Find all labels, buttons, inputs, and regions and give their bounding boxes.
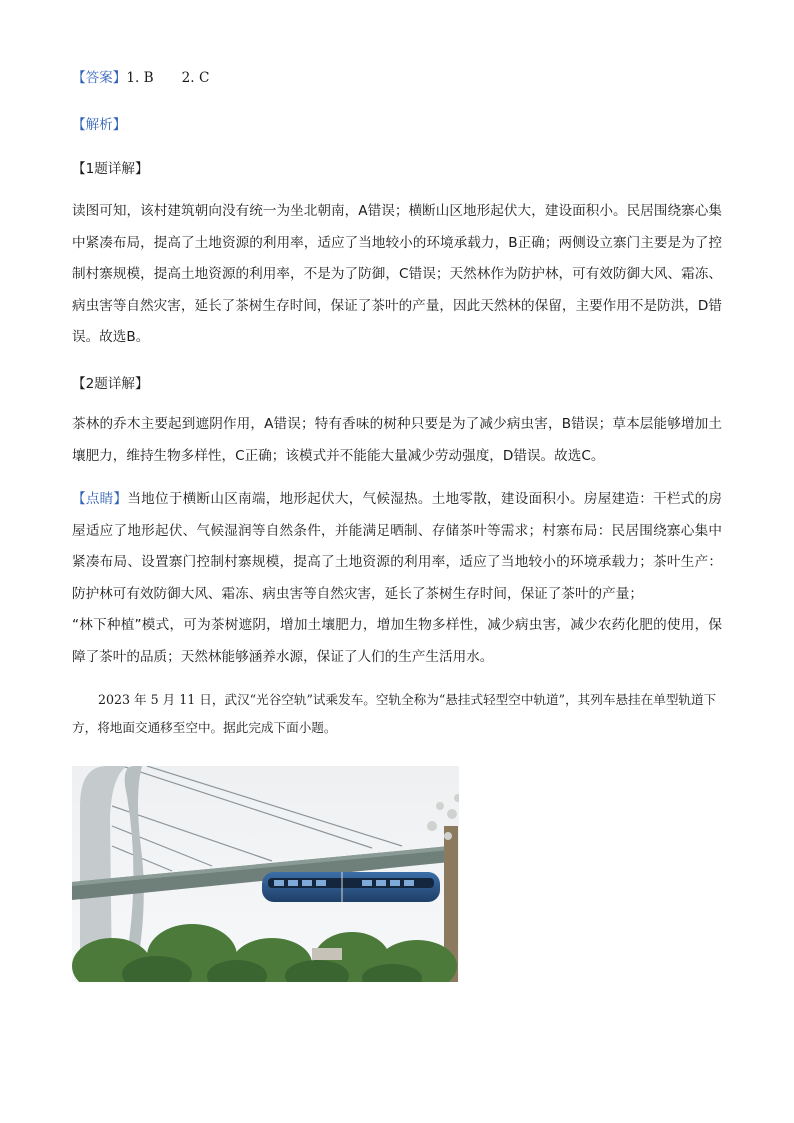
q1-detail: 读图可知，该村建筑朝向没有统一为坐北朝南，A错误；横断山区地形起伏大，建设面积小。民居围绕寨心集中紧凑布局，提高了土地资源的利用率，适应了当地较小的环境承载力，B正确；两侧设立寨门主要是为了控制村寨规模，提高土地资源的利用率，不是为了防御，C错误；天然林作为防护林，可有效防御大风、霜冻、病虫害等自然灾害，延长了茶树生存时间，保证了茶叶的产量，因此天然林的保留，主要作用不是防洪，D错误。故选B。 [72,203,722,345]
pointer-label: 【点睛】 [72,491,128,507]
pointer-block [72,484,722,673]
answer-line [72,66,209,86]
q1-heading: 【1题详解】 [72,161,149,177]
pointer-text-2: “林下种植”模式，可为茶树遮阴，增加土壤肥力，增加生物多样性，减少病虫害，减少农药化肥的使用，保障了茶叶的品质；天然林能够涵养水源，保证了人们的生产生活用水。 [72,617,722,665]
answer-label: 【答案】 [72,70,127,86]
answer-item-1: 1. B [126,70,154,86]
monorail-photo [72,766,459,982]
analysis-label: 【解析】 [72,117,127,133]
question-intro: 2023 年 5 月 11 日，武汉“光谷空轨”试乘发车。空轨全称为“悬挂式轻型空中轨道”，其列车悬挂在单型轨道下方，将地面交通移至空中。据此完成下面小题。 [72,692,717,735]
pointer-text: 当地位于横断山区南端，地形起伏大，气候湿热。土地零散，建设面积小。房屋建造：干栏式的房屋适应了地形起伏、气候湿润等自然条件，并能满足晒制、存储茶叶等需求；村寨布局：民居围绕寨心集中紧凑布局、设置寨门控制村寨规模，提高了土地资源的利用率，适应了当地较小的环境承载力；茶叶生产：防护林可有效防御大风、霜冻、病虫害等自然灾害，延长了茶树生存时间，保证了茶叶的产量； [72,491,723,602]
answer-item-2: 2. C [181,70,210,86]
q2-heading: 【2题详解】 [72,376,149,392]
q2-detail: 茶林的乔木主要起到遮阴作用，A错误；特有香味的树种只要是为了减少病虫害，B错误；草本层能够增加土壤肥力，维持生物多样性，C正确；该模式并不能能大量减少劳动强度，D错误。故选C。 [72,416,722,464]
